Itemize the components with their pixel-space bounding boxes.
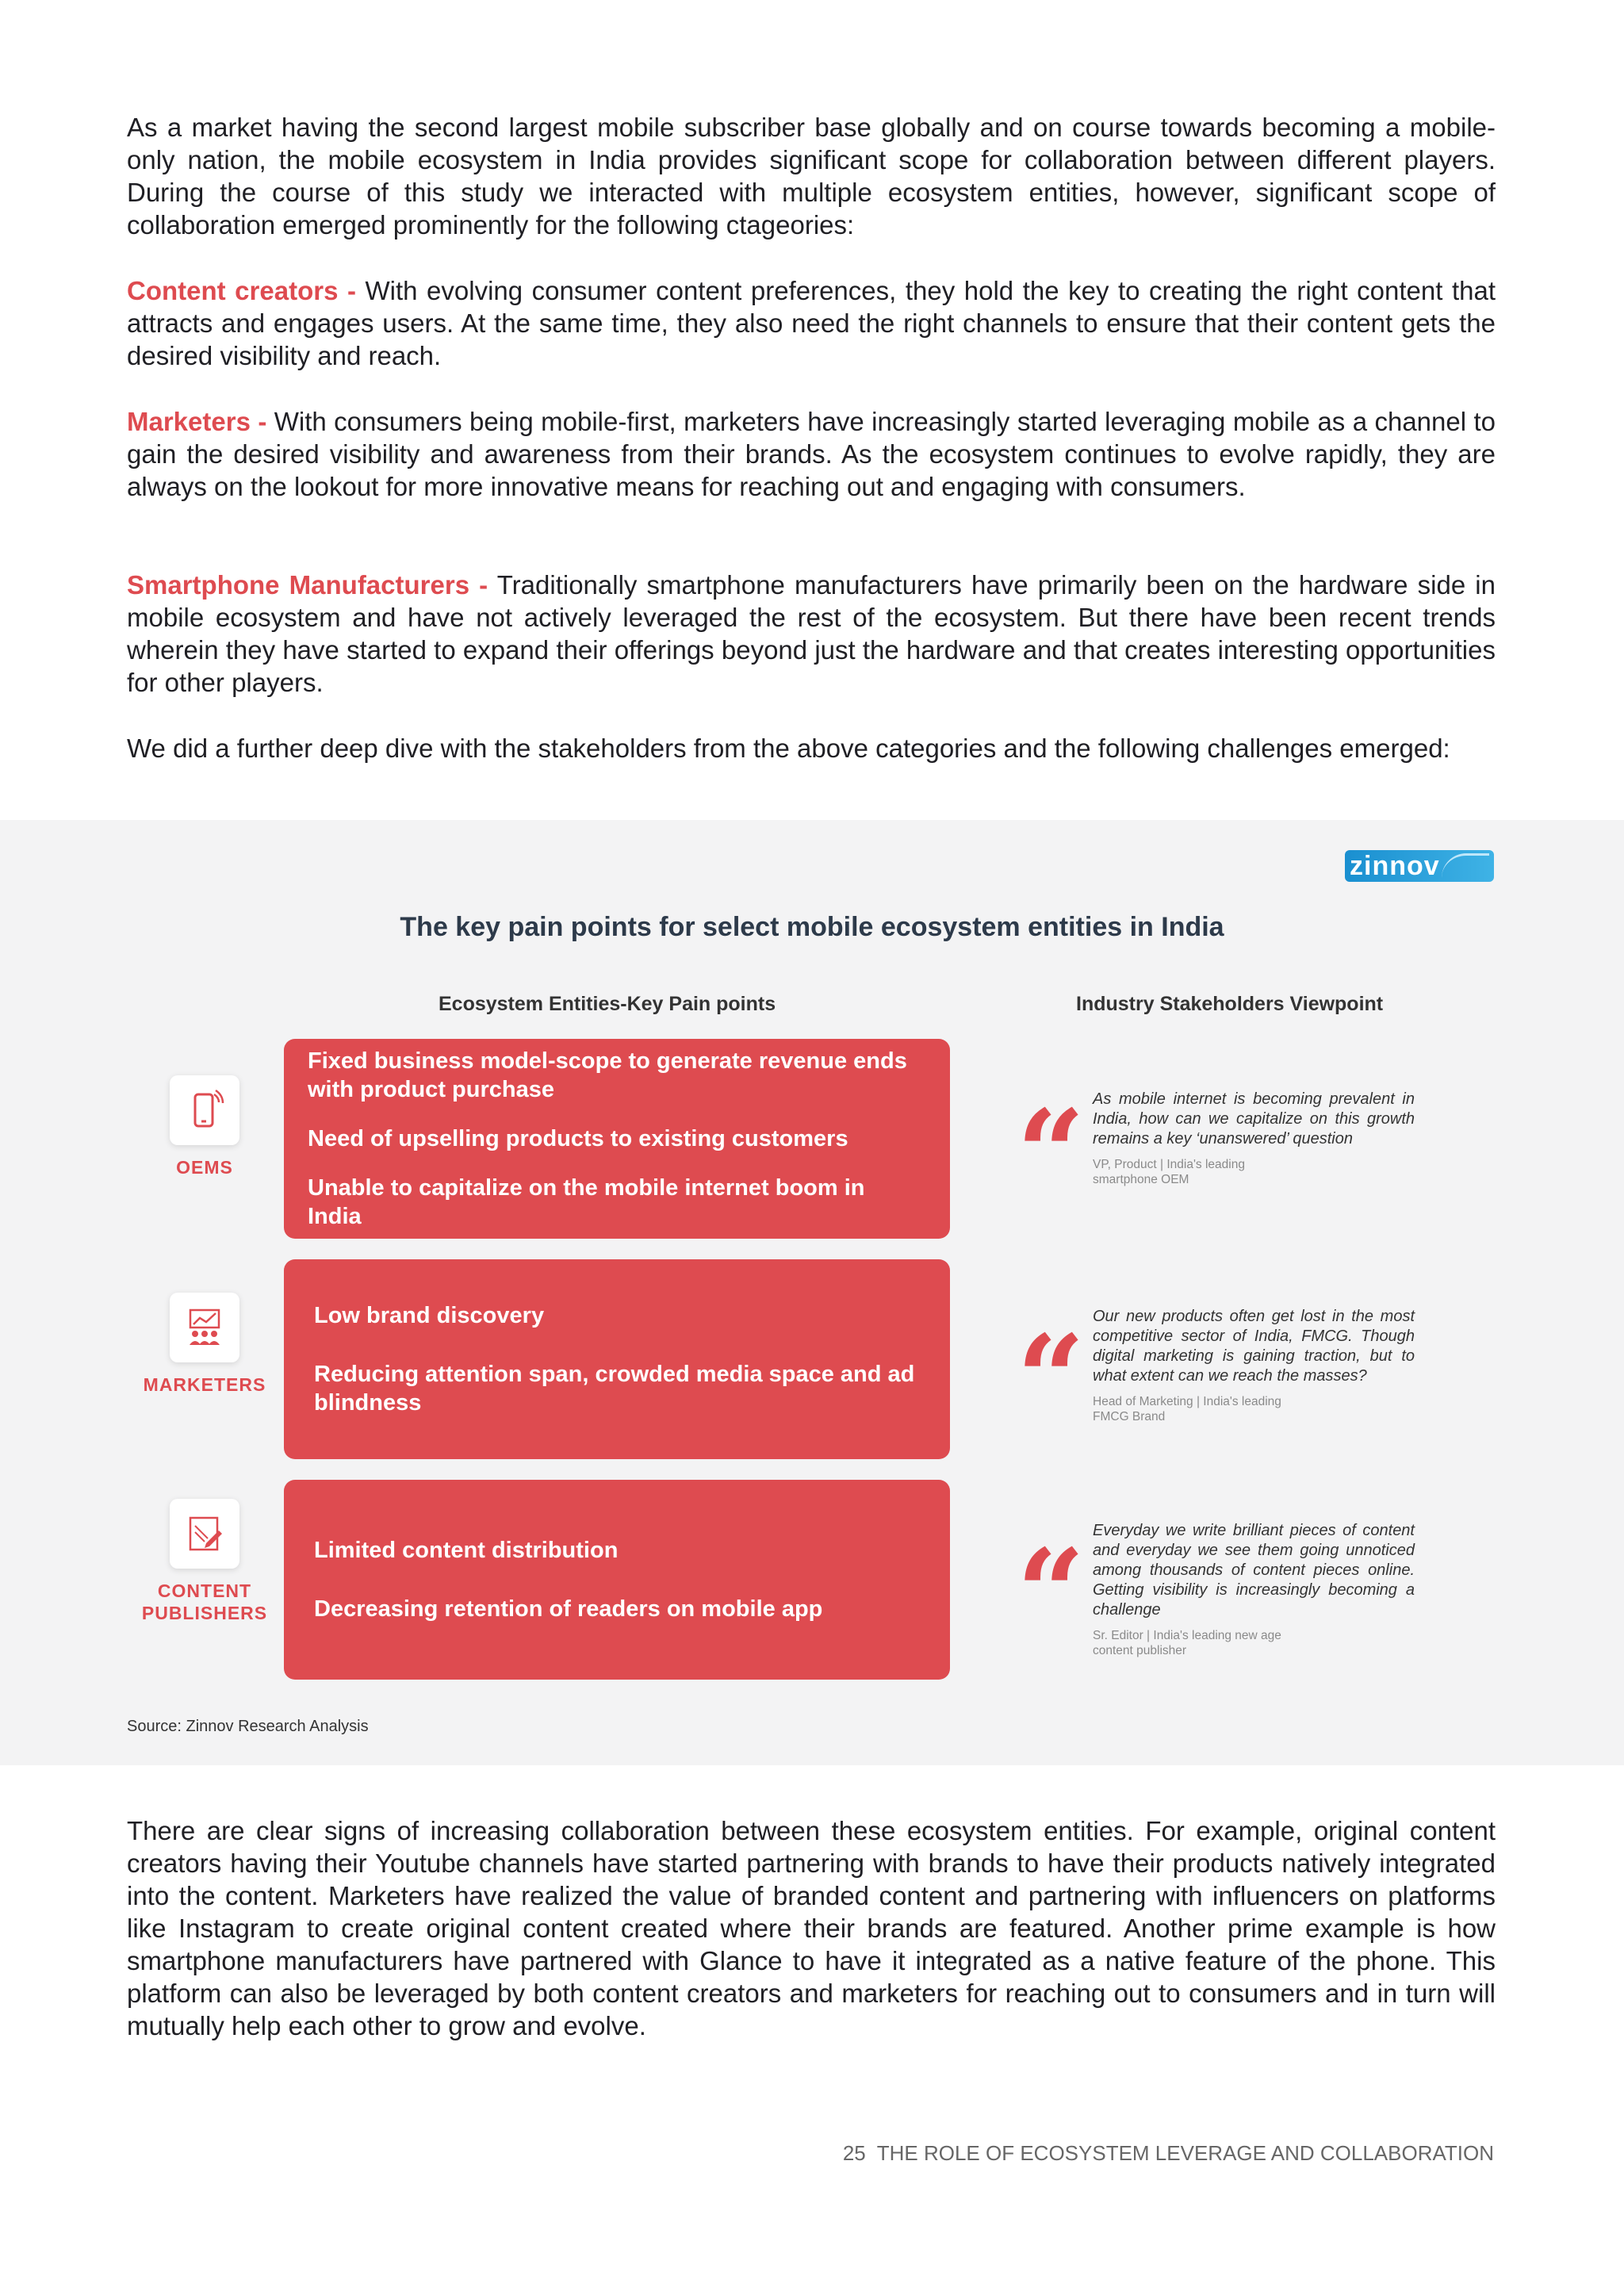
content-edit-icon: [170, 1499, 239, 1569]
pain-point: Reducing attention span, crowded media space and ad blindness: [314, 1362, 915, 1416]
category-label: Marketers -: [127, 407, 267, 436]
pain-point: Limited content distribution: [314, 1538, 619, 1563]
quote-mark-icon: “: [1017, 1084, 1086, 1224]
pain-point: Low brand discovery: [314, 1303, 545, 1328]
category-text: With consumers being mobile-first, marketers have increasingly started leveraging mobile as a channel to gain the desired visibility and awareness from their brands. As the ecosystem continues to evolve rapidly, they are always on the lookout for more innovative means for reaching out and engaging with consumers.: [127, 407, 1496, 501]
category-content-creators: [127, 274, 1496, 372]
pain-point: Decreasing retention of readers on mobile app: [314, 1596, 823, 1622]
intro-paragraph: As a market having the second largest mobile subscriber base globally and on course towards becoming a mobile-only nation, the mobile ecosystem in India provides significant scope for collaboration between different players. During the course of this study we interacted with multiple ecosystem entities, however, significant scope of collaboration emerged prominently for the following ctageories:: [127, 113, 1496, 239]
pain-points-card-oems: [284, 1039, 950, 1239]
category-label: Content creators -: [127, 276, 356, 305]
category-marketers: [127, 405, 1496, 503]
quote-mark-icon: “: [1017, 1309, 1086, 1449]
category-text: Traditionally smartphone manufacturers have primarily been on the hardware side in mobile ecosystem and have not actively leveraged the rest of the ecosystem. But there have been recent trends wherein they have started to expand their offerings beyond just the hardware and that creates interesting opportunities for other players.: [127, 570, 1496, 697]
column-header-viewpoint: Industry Stakeholders Viewpoint: [1076, 993, 1384, 1015]
stakeholder-quote-oems: As mobile internet is becoming prevalent in India, how can we capitalize on this growth remains a key ‘unanswered’ question VP, Product | India's leading smartphone OEM: [1093, 1090, 1415, 1186]
pain-point: Fixed business model-scope to generate revenue ends with product purchase: [308, 1048, 907, 1102]
category-smartphone-manufacturers: [127, 569, 1496, 699]
pain-points-card-marketers: [284, 1259, 950, 1459]
category-label: Smartphone Manufacturers -: [127, 570, 488, 600]
quote-mark-icon: “: [1017, 1523, 1086, 1663]
section-title: THE ROLE OF ECOSYSTEM LEVERAGE AND COLLABORATION: [876, 2141, 1494, 2165]
zinnov-logo: zinnov: [1345, 850, 1494, 882]
stakeholder-quote-content-publishers: Everyday we write brilliant pieces of content and everyday we see them going unnoticed among thousands of content pieces online. Getting visibility is increasingly becoming a challenge Sr. Editor | India's leading new age content publisher: [1093, 1522, 1415, 1657]
pain-point: Need of upselling products to existing customers: [308, 1126, 848, 1151]
entity-marketers: MARKETERS: [133, 1293, 276, 1396]
pain-points-card-content-publishers: [284, 1480, 950, 1680]
deep-dive-paragraph: We did a further deep dive with the stakeholders from the above categories and the following challenges emerged:: [127, 734, 1450, 763]
entity-content-publishers: CONTENT PUBLISHERS: [133, 1499, 276, 1624]
closing-paragraph: There are clear signs of increasing collaboration between these ecosystem entities. For example, original content creators having their Youtube channels have started partnering with brands to have their products natively integrated into the content. Marketers have realized the value of branded content and partnering with influencers on platforms like Instagram to create original content created where their brands are featured. Another prime example is how smartphone manufacturers have partnered with Glance to have it integrated as a native feature of the phone. This platform can also be leveraged by both content creators and marketers for reaching out to consumers and in turn will mutually help each other to grow and evolve.: [127, 1816, 1496, 2040]
pain-point: Unable to capitalize on the mobile internet boom in India: [308, 1175, 865, 1229]
page-footer: [832, 2141, 1494, 2166]
marketing-team-icon: [170, 1293, 239, 1362]
column-header-pain-points: Ecosystem Entities-Key Pain points: [439, 993, 776, 1015]
smartphone-icon: [170, 1075, 239, 1145]
figure-source: Source: Zinnov Research Analysis: [127, 1718, 369, 1735]
category-text: With evolving consumer content preferences, they hold the key to creating the right content that attracts and engages users. At the same time, they also need the right channels to ensure that their content gets the desired visibility and reach.: [127, 276, 1496, 370]
pain-points-figure: [0, 820, 1624, 1765]
figure-title: The key pain points for select mobile ecosystem entities in India: [400, 912, 1224, 942]
page-number: 25: [842, 2141, 866, 2165]
entity-oems: OEMS: [133, 1075, 276, 1178]
stakeholder-quote-marketers: Our new products often get lost in the most competitive sector of India, FMCG. Though digital marketing is gaining traction, but to what extent can we reach the masses? Head of Marketing | India's leading FMCG Brand: [1093, 1308, 1415, 1423]
